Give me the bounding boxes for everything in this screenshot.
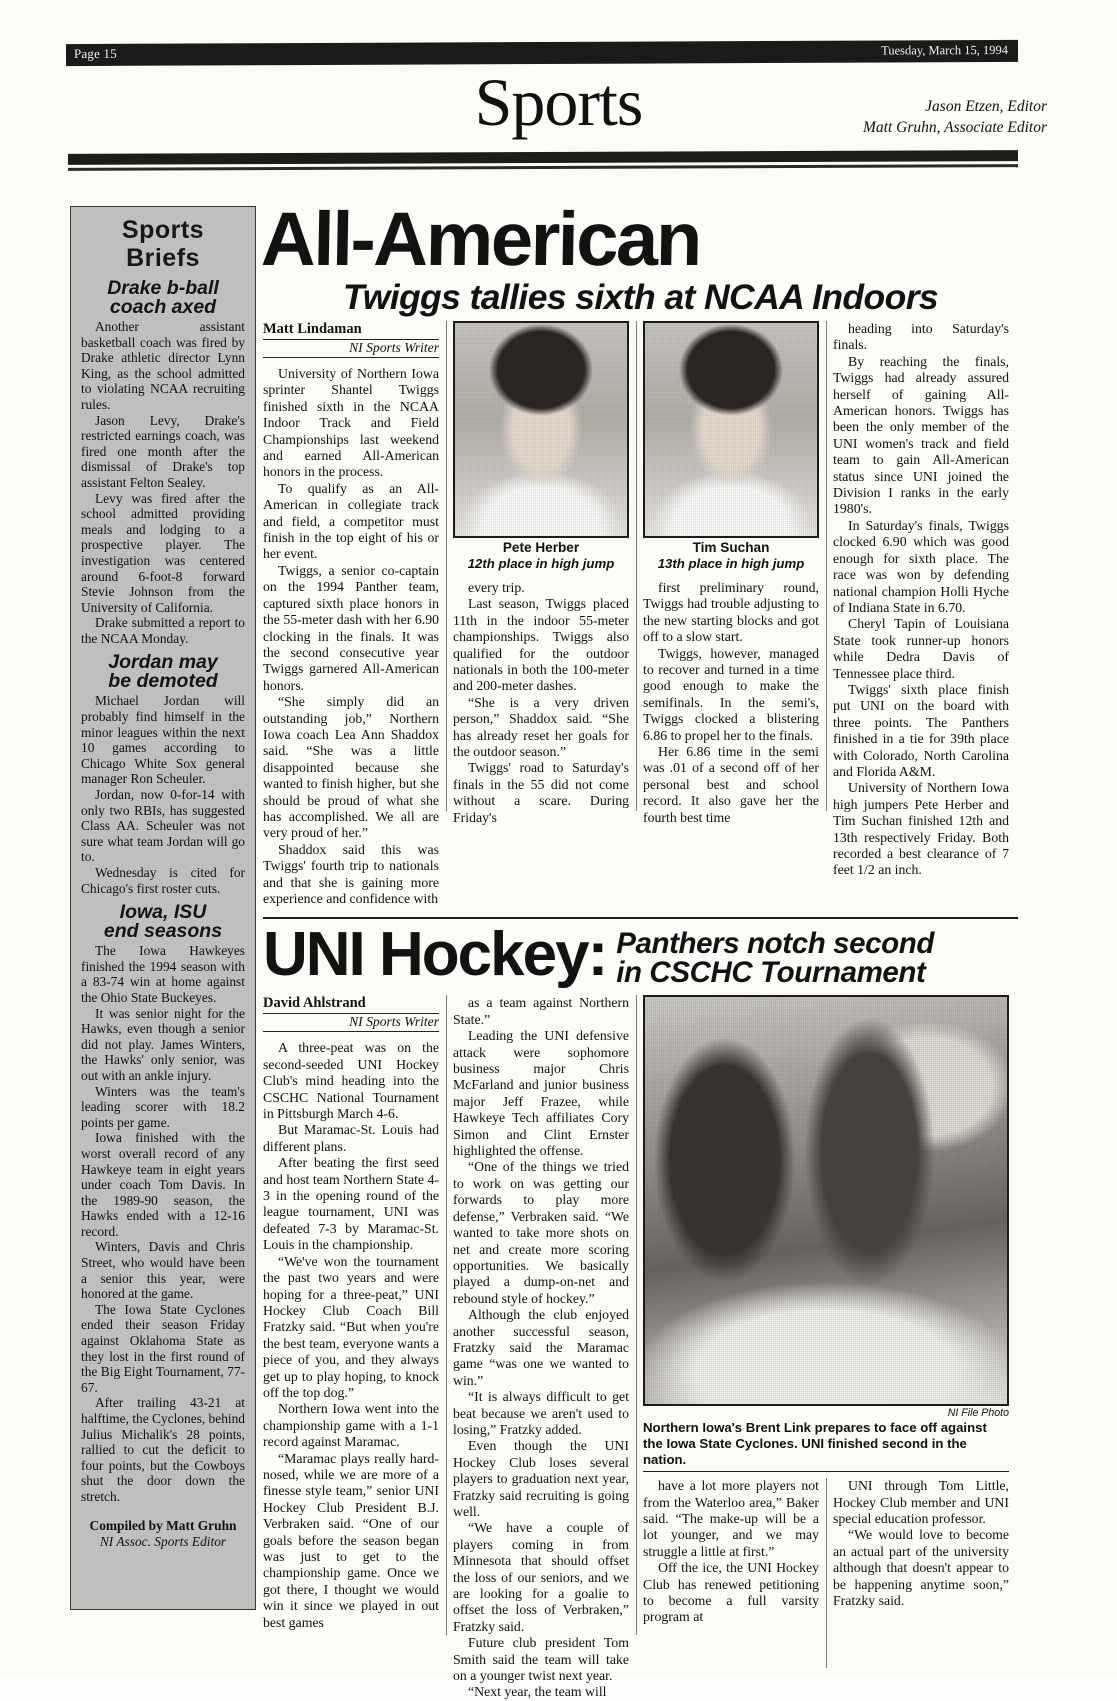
sports-briefs-title-line2: Briefs [126, 244, 200, 272]
photo-caption-name: Tim Suchan [692, 540, 770, 555]
brief-paragraph: Iowa finished with the worst overall record of any Hawkeye team in eight years under coach Tom Davis. In the 1989-90 season, the Hawks ended with a 12-16 record. [81, 1130, 245, 1239]
brief-item [81, 277, 245, 646]
hockey-column-3 [643, 1478, 819, 1626]
briefs-compiled-by: Compiled by Matt Gruhn [89, 1517, 237, 1533]
track-paragraph: To qualify as an All-American in collegiate track and field, a competitor must finish in the top eight of his or her event. [263, 480, 439, 562]
track-paragraph: every trip. [468, 580, 525, 595]
issue-date: Tuesday, March 15, 1994 [881, 42, 1009, 58]
track-paragraph: University of Northern Iowa sprinter Shantel Twiggs finished sixth in the NCAA Indoor Track and Field Championships last weekend and earned All-American honors in the process. [263, 366, 439, 480]
track-paragraph: Twiggs' sixth place finish put UNI on the board with three points. The Panthers finished in a tie for 39th place with Colorado, North Carolina and Florida A&M. [833, 681, 1009, 779]
track-paragraph: In Saturday's finals, Twiggs clocked 6.90 which was good enough for sixth place. The race was won by defending national champion Holli Hyche of Indiana State in 6.70. [833, 517, 1009, 615]
hockey-paragraph: “We would love to become an actual part of the university although that doesn't appear to be happening anytime soon,” Fratzky said. [833, 1527, 1009, 1609]
hockey-byline-name: David Ahlstrand [263, 995, 439, 1014]
hockey-paragraph: “Maramac plays really hard-nosed, while we are more of a finesse style team,” senior UNI Hockey Club President B.J. Verbraken said. “One of our goals before the season began was just to get to the championship game. Once we got there, I thought we would win it since we played in out best games [263, 1450, 439, 1630]
hockey-column-4 [833, 1478, 1009, 1626]
track-headline: All-American [260, 197, 701, 282]
hockey-column-2 [453, 995, 629, 1700]
hockey-paragraph: have a lot more players not from the Waterloo area,” Baker said. “The make-up will be a lot younger, and we may struggle a little at first.” [643, 1478, 819, 1559]
track-paragraph: Twiggs, however, managed to recover and turned in a time good enough to make the semifinals. In the semi's, Twiggs clocked a blistering 6.86 to propel her to the finals. [643, 645, 819, 743]
brief-headline-line2: be demoted [108, 670, 218, 693]
brief-paragraph: Wednesday is cited for Chicago's first roster cuts. [81, 865, 245, 896]
brief-paragraph: Jason Levy, Drake's restricted earnings coach, was fired one month after the dismissal of Drake's top assistant Felton Sealey. [81, 412, 245, 490]
brief-headline: Jordan may [108, 651, 218, 674]
track-column-2 [453, 321, 629, 907]
column-divider [826, 321, 827, 811]
hockey-paragraph: Even though the UNI Hockey Club loses several players to graduation next year, Fratzky said recruiting is going well. [453, 1438, 629, 1519]
brief-paragraph: Michael Jordan will probably find himself in the minor leagues within the next 10 games according to Chicago White Sox general manager Ron Scheuler. [81, 693, 245, 787]
hockey-paragraph: A three-peat was on the second-seeded UNI Hockey Club's mind heading into the CSCHC National Tournament in Pittsburgh March 4-6. [263, 1040, 439, 1122]
editor-credits [863, 96, 1047, 138]
story-divider-rule [263, 917, 1018, 919]
brief-paragraph: It was senior night for the Hawks, even though a senior did not play. James Winters, the Hawks' only senior, was out with an ankle injury. [81, 1005, 245, 1083]
hockey-subheadline-line1: Panthers notch second [616, 927, 935, 961]
column-divider [826, 1478, 827, 1668]
track-paragraph: Twiggs, a senior co-captain on the 1994 Panther team, captured sixth place honors in the 55-meter dash with her 6.90 clocking in the finals. It was the second consecutive year Twiggs garnered All-American honors. [263, 562, 439, 693]
track-column-1 [263, 321, 439, 907]
brief-headline-line2: end seasons [103, 920, 223, 943]
brief-paragraph: Levy was fired after the school admitted providing meals and lodging to a prospective player. The investigation was centered around 6-foot-8 forward Stevie Johnson from the University of California. [81, 490, 245, 615]
hockey-paragraph: “It is always difficult to get beat because we aren't used to losing,” Fratzky added. [453, 1389, 629, 1437]
portrait-image [455, 323, 627, 536]
hockey-story [263, 917, 1018, 1700]
briefs-compiler-title: NI Assoc. Sports Editor [99, 1533, 227, 1549]
hockey-column-1 [263, 995, 439, 1700]
brief-paragraph: After trailing 43-21 at halftime, the Cyclones, behind Julius Michalik's 28 points, rallied to cut the deficit to four points, but the Cowboys shut the door down the stretch. [81, 1395, 245, 1504]
track-paragraph: Cheryl Tapin of Louisiana State took runner-up honors while Dedra Davis of Tennessee place third. [833, 616, 1009, 681]
photo-credit: NI File Photo [947, 1407, 1009, 1420]
page-number: Page 15 [73, 45, 117, 62]
column-divider [636, 321, 637, 811]
track-paragraph: Twiggs' road to Saturday's finals in the 55 did not come without a scare. During Friday's [453, 760, 629, 825]
section-title: Sports [474, 64, 643, 140]
brief-paragraph: The Iowa Hawkeyes finished the 1994 season with a 83-74 win at home against the Ohio State Buckeyes. [81, 943, 245, 1005]
hockey-paragraph: Future club president Tom Smith said the team will take on a younger twist next year. [453, 1635, 629, 1684]
hockey-paragraph: UNI through Tom Little, Hockey Club member and UNI special education professor. [833, 1478, 1009, 1526]
brief-headline: Iowa, ISU [119, 901, 207, 924]
brief-item [81, 651, 245, 896]
hockey-paragraph: But Maramac-St. Louis had different plans. [263, 1122, 439, 1154]
brief-paragraph: Drake submitted a report to the NCAA Monday. [81, 615, 245, 646]
hockey-byline-title: NI Sports Writer [263, 1014, 439, 1032]
brief-paragraph: The Iowa State Cyclones ended their season Friday against Oklahoma State as they lost in the first round of the Big Eight Tournament, 77-67. [81, 1301, 245, 1395]
hockey-subheadline-line2: in CSCHC Tournament [616, 956, 926, 990]
editor-name: Jason Etzen, Editor [925, 98, 1047, 115]
brief-paragraph: Jordan, now 0-for-14 with only two RBIs, has suggested Class AA. Scheuler was not sure what team Jordan will go to. [81, 787, 245, 865]
hockey-paragraph: Northern Iowa went into the championship game with a 1-1 record against Maramac. [263, 1401, 439, 1450]
hockey-paragraph: After beating the first seed and host team Northern State 4-3 in the opening round of the league tournament, UNI was defeated 7-3 by Maramac-St. Louis in the championship. [263, 1155, 439, 1253]
track-paragraph: first preliminary round, Twiggs had trouble adjusting to the new starting blocks and got off to a slow start. [643, 580, 819, 645]
track-column-3 [643, 321, 819, 907]
track-paragraph: By reaching the finals, Twiggs had already assured herself of gaining All-American honors. Twiggs has been the only member of the UNI women's track and field team to gain All-American status since UNI joined the Division I ranks in the early 1980's. [833, 353, 1009, 517]
track-columns [263, 321, 1018, 907]
brief-paragraph: Winters was the team's leading scorer with 18.2 points per game. [81, 1083, 245, 1130]
photo-hockey-faceoff [643, 995, 1009, 1406]
column-divider [636, 995, 637, 1635]
photo-pete-herber [453, 321, 629, 538]
hockey-bottom-columns [643, 1478, 1009, 1626]
track-column-4 [833, 321, 1009, 907]
brief-paragraph: Winters, Davis and Chris Street, who would have been a senior this year, were honored at the game. [81, 1239, 245, 1302]
associate-editor-name: Matt Gruhn, Associate Editor [863, 119, 1047, 136]
brief-item [81, 901, 245, 1504]
hockey-paragraph: Off the ice, the UNI Hockey Club has renewed petitioning to become a full varsity program at [643, 1560, 819, 1625]
photo-caption-text: 12th place in high jump [467, 556, 615, 571]
hockey-paragraph: “We've won the tournament the past two years and were hoping for a three-peat,” UNI Hockey Club Coach Bill Fratzky said. “But when you're the best team, everyone wants a piece of you, and they always get up to play hoping, to knock off the top dog.” [263, 1253, 439, 1400]
track-story [260, 197, 1018, 907]
hockey-paragraph: “Next year, the team will [468, 1684, 607, 1700]
column-divider [446, 321, 447, 811]
brief-headline: Drake b-ball [107, 277, 219, 299]
hockey-paragraph: “One of the things we tried to work on was getting our forwards to play more defense,” Verbraken said. “We wanted to take more shots on net and create more scoring opportunities. We basically played a dump-on-net and rebound style of hockey.” [453, 1159, 629, 1306]
masthead-bar [66, 40, 1018, 66]
portrait-image [645, 323, 817, 536]
main-content [260, 197, 1018, 1701]
hockey-paragraph: “We have a couple of players coming in from Minnesota that should offset the loss of our seniors, and we are looking for a goalie to offset the loss of Verbraken,” Fratzky said. [453, 1520, 629, 1634]
track-byline-name: Matt Lindaman [263, 321, 439, 340]
hockey-paragraph: as a team against Northern State.” [453, 995, 629, 1027]
track-subheadline: Twiggs tallies sixth at NCAA Indoors [342, 277, 939, 317]
hockey-action-image [645, 997, 1007, 1404]
track-paragraph: “She simply did an outstanding job,” Northern Iowa coach Lea Ann Shaddox said. “She was a little disappointed because she wanted to finish higher, but she should be proud of what she has accomplished. We all are very proud of her.” [263, 694, 439, 841]
photo-tim-suchan [643, 321, 819, 538]
photo-caption-name: Pete Herber [502, 540, 580, 555]
briefs-credit [81, 1518, 245, 1550]
masthead-rule-thick [68, 150, 1018, 165]
sports-briefs-title-line1: Sports [121, 216, 205, 244]
track-paragraph: University of Northern Iowa high jumpers Pete Herber and Tim Suchan finished 12th and 13th respectively Friday. Both recorded a best clearance of 7 feet 1/2 an inch. [833, 780, 1009, 878]
track-paragraph: “She is a very driven person,” Shaddox said. “She has already reset her goals for the outdoor season.” [453, 694, 629, 760]
track-byline-title: NI Sports Writer [263, 340, 439, 358]
hockey-paragraph: Although the club enjoyed another successful season, Fratzky said the Maramac game “was one we wanted to win.” [453, 1307, 629, 1388]
column-divider [446, 995, 447, 1635]
hockey-photo-caption: Northern Iowa's Brent Link prepares to face off against the Iowa State Cyclones. UNI finished second in the nation. [643, 1420, 1009, 1472]
brief-headline-line2: coach axed [109, 296, 217, 318]
sports-briefs-sidebar [70, 206, 256, 1610]
track-paragraph: Her 6.86 time in the semi was .01 of a second off of her personal best and school record. It also gave her the fourth best time [643, 744, 819, 825]
hockey-right-block [643, 995, 1009, 1700]
masthead-rule-thin [68, 164, 1018, 171]
photo-caption-text: 13th place in high jump [657, 556, 805, 571]
hockey-paragraph: Leading the UNI defensive attack were sophomore business major Chris McFarland and junior business major Jeff Frazee, while Hawkeye Tech affiliates Cory Simon and Clint Ernster highlighted the offense. [453, 1028, 629, 1159]
hockey-subheadline-block [616, 923, 934, 989]
hockey-headline: UNI Hockey: [263, 920, 607, 990]
track-paragraph: heading into Saturday's finals. [833, 321, 1009, 353]
track-paragraph: Shaddox said this was Twiggs' fourth trip to nationals and that she is gaining more experience and confidence with [263, 841, 439, 906]
hockey-columns [263, 995, 1018, 1700]
hockey-headline-block [263, 920, 1018, 990]
brief-paragraph: Another assistant basketball coach was fired by Drake athletic director Lynn King, as the school admitted to violating NCAA recruiting rules. [81, 319, 245, 412]
track-paragraph: Last season, Twiggs placed 11th in the indoor 55-meter championships. Twiggs also qualified for the outdoor nationals in both the 100-meter and 200-meter dashes. [453, 596, 629, 694]
